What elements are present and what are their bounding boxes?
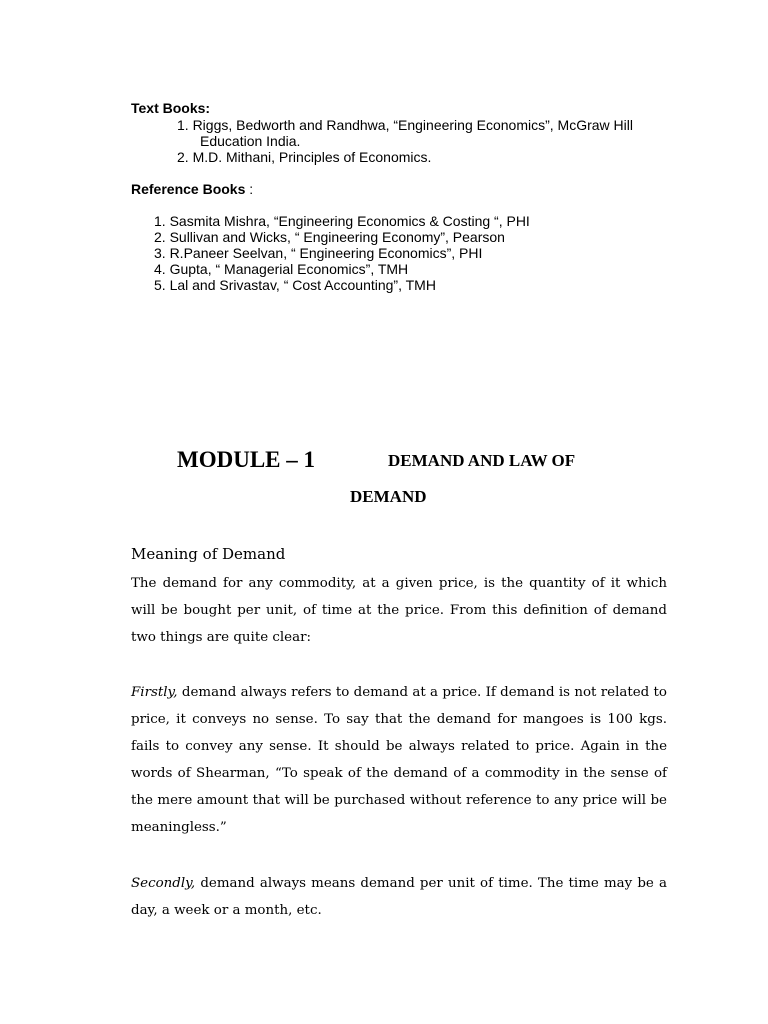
- secondly-paragraph: [131, 870, 667, 924]
- module-subtitle-line-1: DEMAND AND LAW OF: [388, 451, 576, 470]
- reference-book-item-5: 5. Lal and Srivastav, “ Cost Accounting”, TMH: [154, 277, 436, 293]
- firstly-paragraph: [131, 679, 667, 841]
- reference-book-item-3: 3. R.Paneer Seelvan, “ Engineering Economics”, PHI: [154, 245, 483, 261]
- text-book-item-1-continued: Education India.: [200, 133, 301, 149]
- module-label: MODULE – 1: [177, 447, 315, 472]
- reference-books-heading-label: Reference Books: [131, 181, 246, 197]
- intro-paragraph: The demand for any commodity, at a given price, is the quantity of it which will be bought per unit, of time at the price. From this definition of demand two things are quite clear:: [131, 576, 667, 645]
- reference-books-heading-colon: :: [245, 181, 254, 197]
- section-title: Meaning of Demand: [131, 545, 286, 563]
- secondly-text: demand always means demand per unit of time. The time may be a day, a week or a month, etc.: [131, 876, 667, 918]
- reference-book-item-4: 4. Gupta, “ Managerial Economics”, TMH: [154, 261, 409, 277]
- text-book-item-2: 2. M.D. Mithani, Principles of Economics.: [177, 149, 432, 165]
- firstly-text: demand always refers to demand at a price. If demand is not related to price, it conveys no sense. To say that the demand for mangoes is 100 kgs. fails to convey any sense. It should be always related to price. Again in the words of Shearman, “To speak of the demand of a commodity in the sense of the mere amount that will be purchased without reference to any price will be meaningless.”: [131, 685, 667, 835]
- reference-book-item-2: 2. Sullivan and Wicks, “ Engineering Economy”, Pearson: [154, 229, 505, 245]
- module-subtitle-line-2: DEMAND: [350, 487, 427, 506]
- reference-book-item-1: 1. Sasmita Mishra, “Engineering Economics & Costing “, PHI: [154, 213, 530, 229]
- text-book-item-1: 1. Riggs, Bedworth and Randhwa, “Engineering Economics”, McGraw Hill: [177, 117, 633, 133]
- secondly-label: Secondly,: [131, 876, 196, 891]
- reference-books-heading: [131, 181, 253, 197]
- firstly-label: Firstly,: [131, 685, 178, 700]
- text-books-heading: Text Books:: [131, 100, 211, 116]
